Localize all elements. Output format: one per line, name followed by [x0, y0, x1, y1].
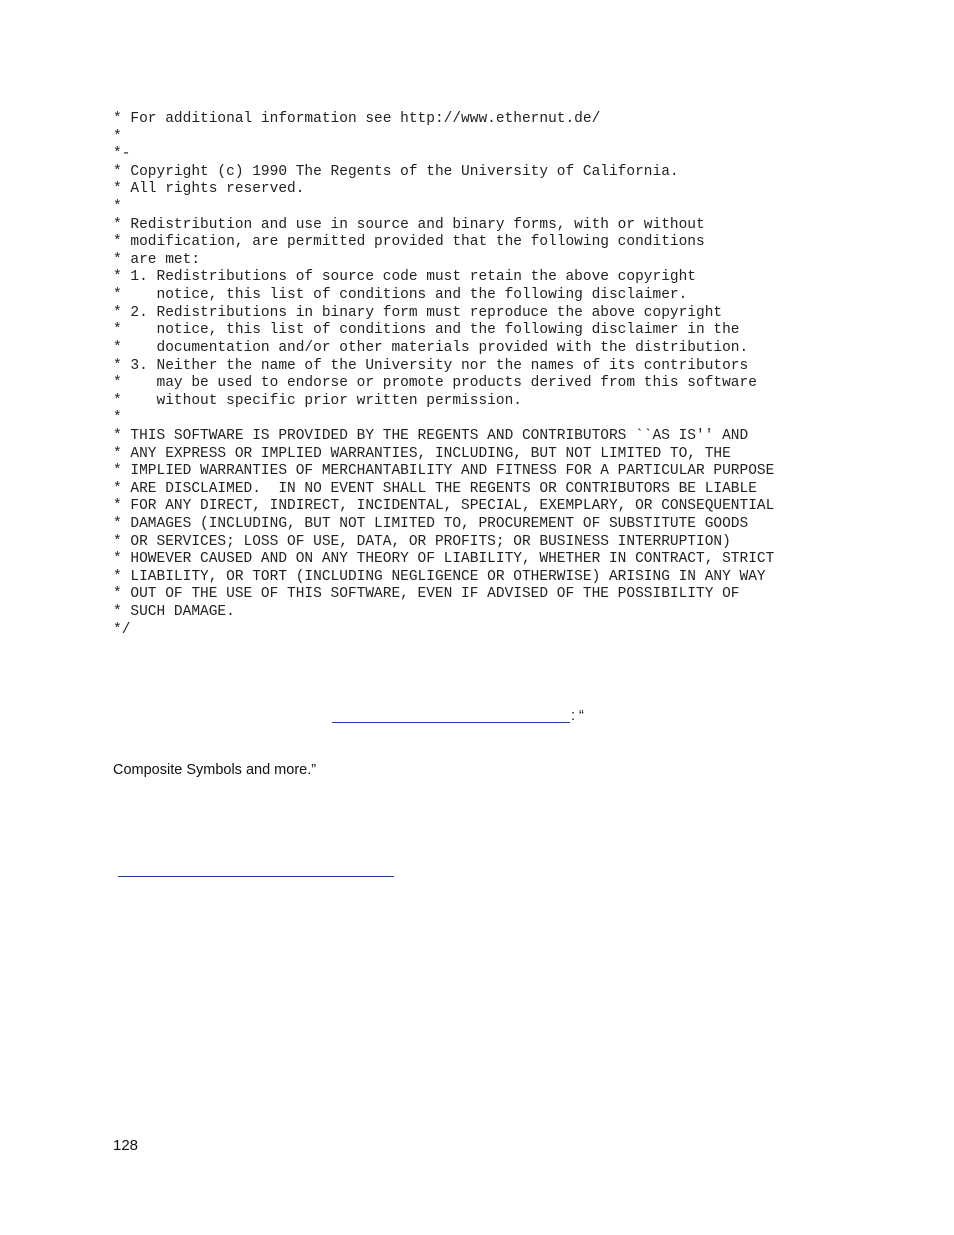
code-line: * IMPLIED WARRANTIES OF MERCHANTABILITY AND FITNESS FOR A PARTICULAR PURPOSE: [113, 463, 775, 480]
hyperlink-underline-1[interactable]: [332, 722, 570, 723]
link-suffix-text: : “: [571, 708, 584, 724]
code-line: * modification, are permitted provided that the following conditions: [113, 234, 705, 251]
code-line: * LIABILITY, OR TORT (INCLUDING NEGLIGENCE OR OTHERWISE) ARISING IN ANY WAY: [113, 568, 766, 585]
code-line: * may be used to endorse or promote products derived from this software: [113, 375, 757, 392]
code-line: * OR SERVICES; LOSS OF USE, DATA, OR PROFITS; OR BUSINESS INTERRUPTION): [113, 533, 731, 550]
code-line: *: [113, 199, 122, 216]
code-line: * DAMAGES (INCLUDING, BUT NOT LIMITED TO, PROCUREMENT OF SUBSTITUTE GOODS: [113, 516, 749, 533]
code-line: * For additional information see http://www.ethernut.de/: [113, 111, 601, 127]
code-line: * are met:: [113, 251, 201, 268]
composite-symbols-text: Composite Symbols and more.”: [113, 762, 317, 778]
code-line: * 3. Neither the name of the University nor the names of its contributors: [113, 357, 749, 374]
code-line: *: [113, 128, 122, 145]
code-line: * Redistribution and use in source and binary forms, with or without: [113, 216, 705, 233]
code-line: * OUT OF THE USE OF THIS SOFTWARE, EVEN IF ADVISED OF THE POSSIBILITY OF: [113, 586, 740, 603]
code-line: * 2. Redistributions in binary form must reproduce the above copyright: [113, 304, 723, 321]
code-line: * All rights reserved.: [113, 181, 305, 198]
code-line: * 1. Redistributions of source code must retain the above copyright: [113, 269, 696, 286]
code-line: * THIS SOFTWARE IS PROVIDED BY THE REGENTS AND CONTRIBUTORS ``AS IS'' AND: [113, 427, 749, 444]
code-line: * documentation and/or other materials provided with the distribution.: [113, 339, 749, 356]
code-line: * ARE DISCLAIMED. IN NO EVENT SHALL THE REGENTS OR CONTRIBUTORS BE LIABLE: [113, 480, 757, 497]
code-line: */: [113, 621, 131, 638]
code-line: * ANY EXPRESS OR IMPLIED WARRANTIES, INCLUDING, BUT NOT LIMITED TO, THE: [113, 445, 731, 462]
code-line: * SUCH DAMAGE.: [113, 604, 235, 621]
code-line: *: [113, 410, 122, 427]
license-code-block: [113, 111, 873, 639]
code-line: * notice, this list of conditions and the following disclaimer.: [113, 287, 688, 304]
code-line: * Copyright (c) 1990 The Regents of the University of California.: [113, 163, 679, 180]
code-line: * without specific prior written permission.: [113, 392, 522, 409]
code-line: * notice, this list of conditions and the following disclaimer in the: [113, 322, 740, 339]
code-line: *-: [113, 146, 131, 163]
hyperlink-underline-2[interactable]: [118, 876, 394, 877]
page-number: 128: [113, 1137, 139, 1154]
code-line: * HOWEVER CAUSED AND ON ANY THEORY OF LIABILITY, WHETHER IN CONTRACT, STRICT: [113, 551, 775, 568]
code-line: * FOR ANY DIRECT, INDIRECT, INCIDENTAL, SPECIAL, EXEMPLARY, OR CONSEQUENTIAL: [113, 498, 775, 515]
